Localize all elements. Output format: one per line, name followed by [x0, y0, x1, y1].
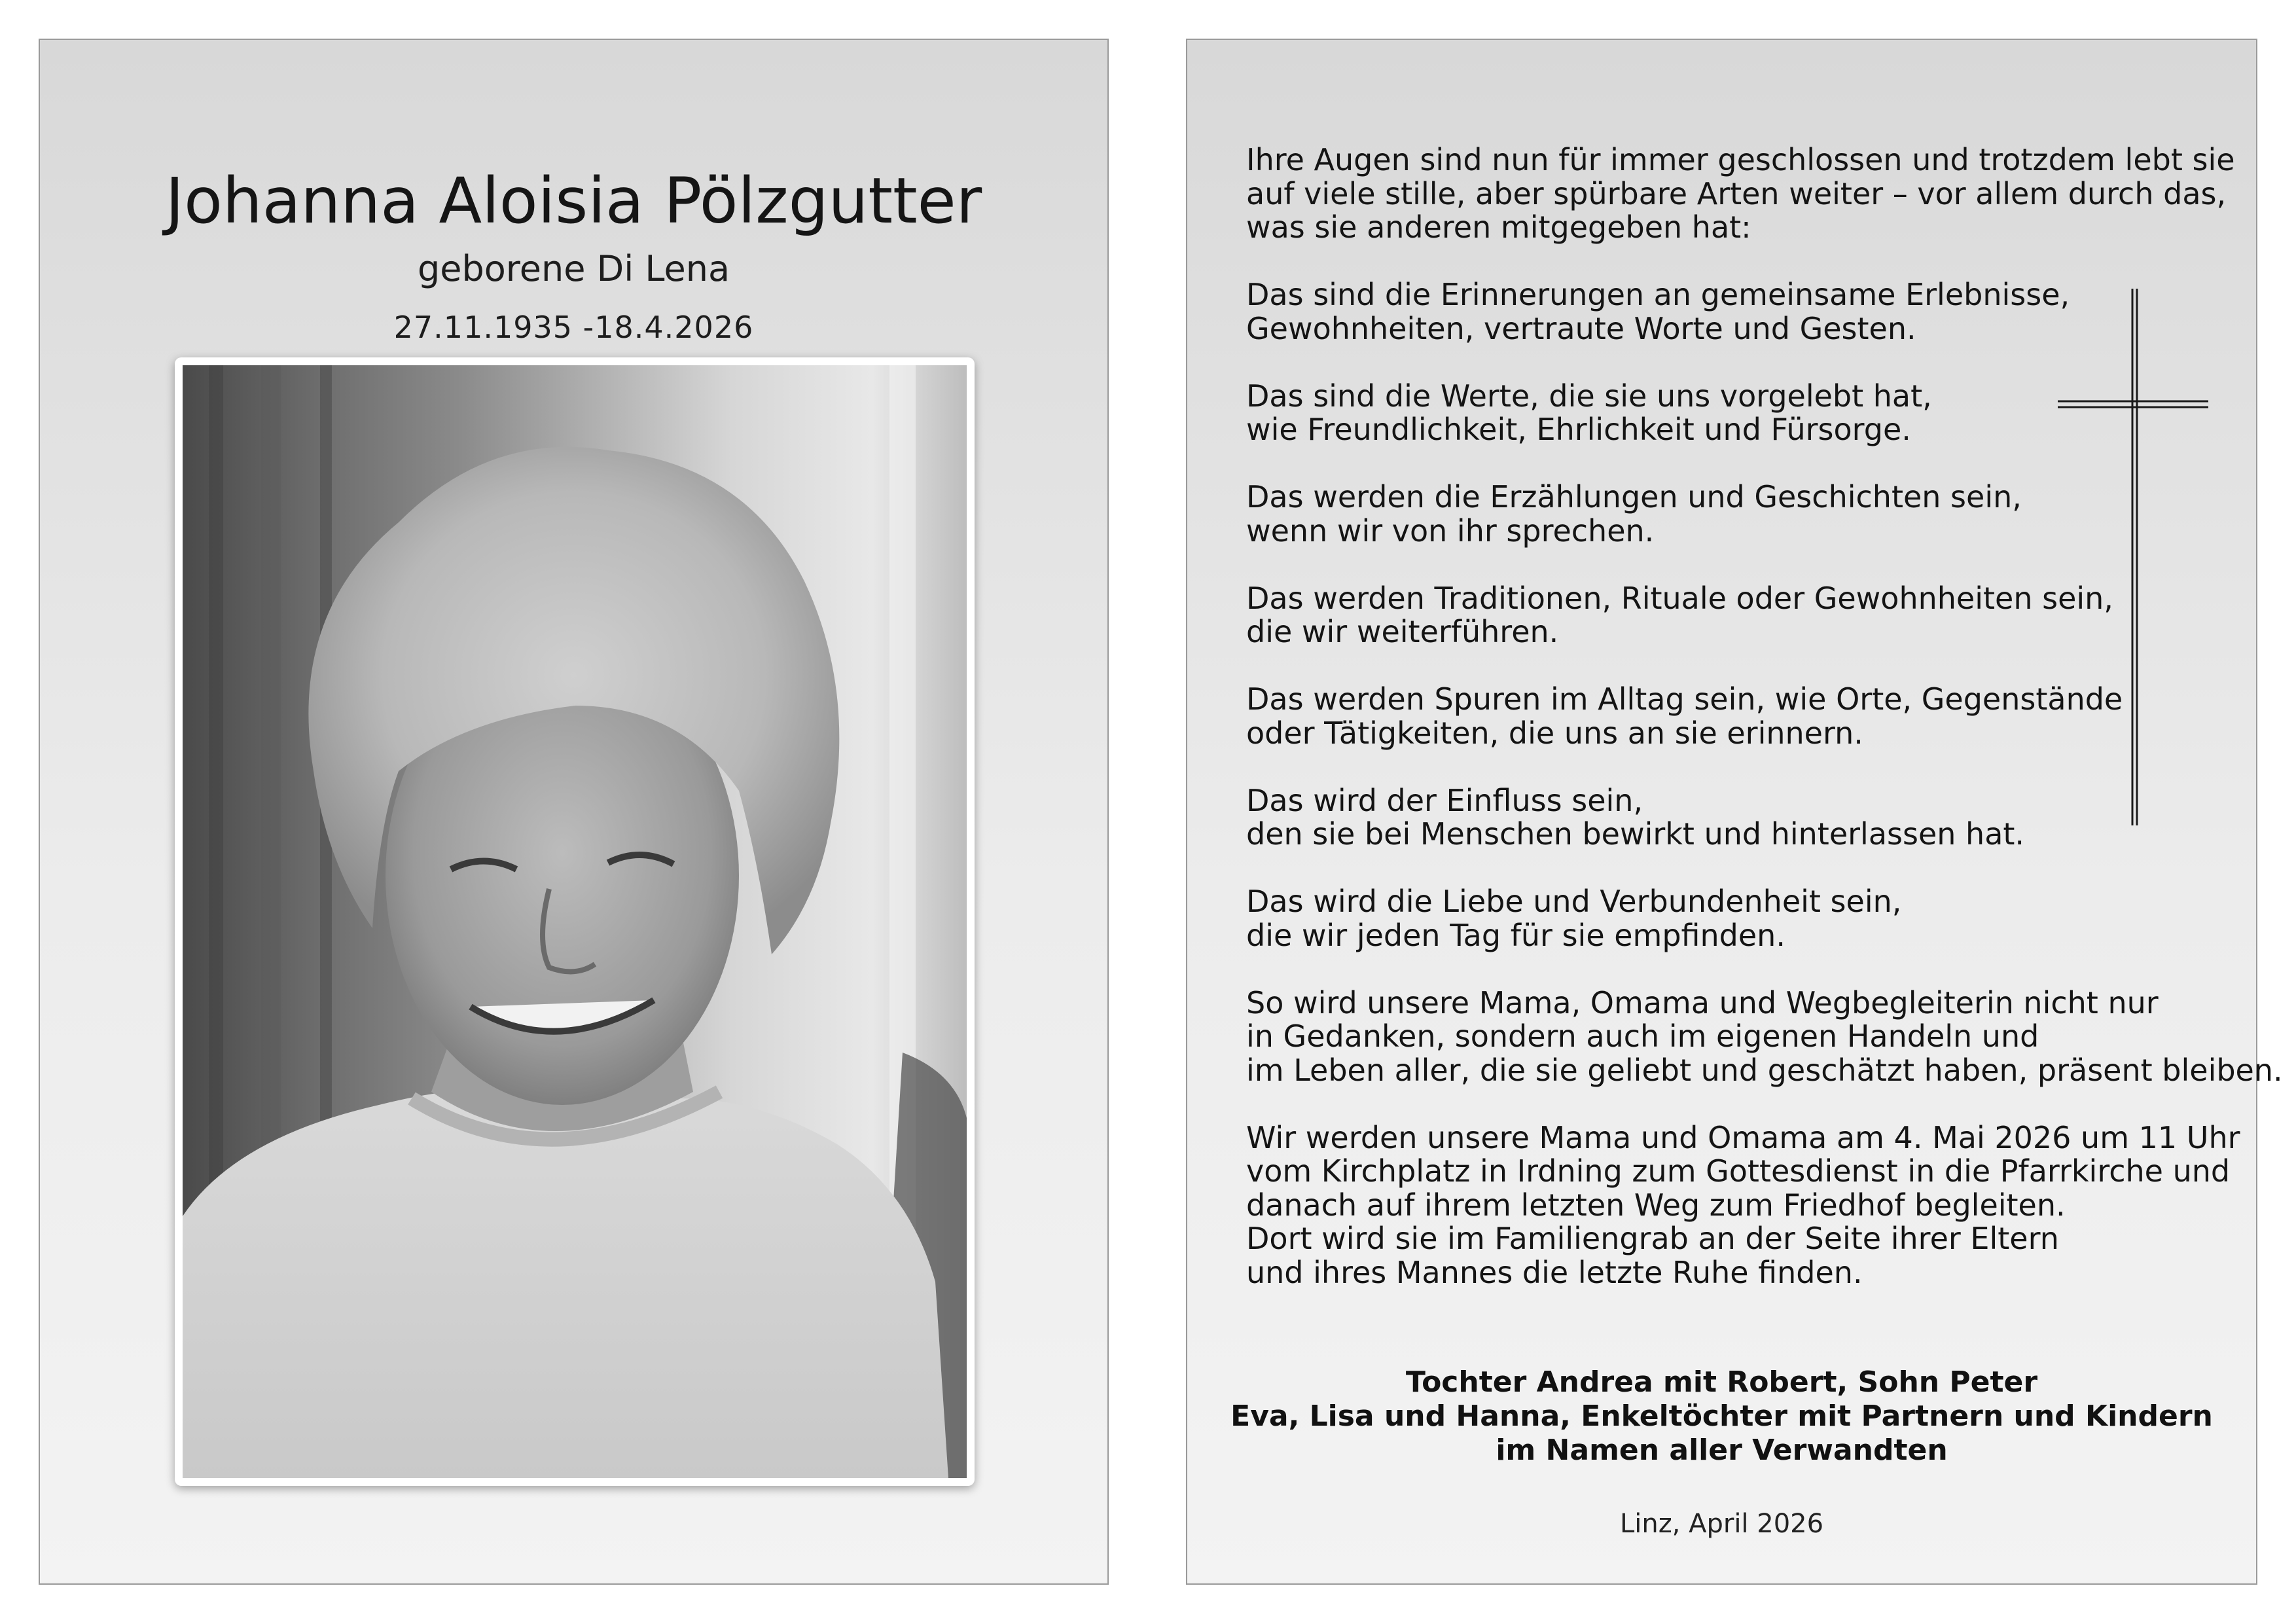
place-and-date: Linz, April 2026 [1619, 1509, 1824, 1539]
text-line: Das wird der Einfluss sein, [1246, 782, 1643, 818]
text-line: den sie bei Menschen bewirkt und hinterlassen hat. [1246, 816, 2025, 852]
front-card [39, 39, 1109, 1585]
back-card [1186, 39, 2283, 1585]
text-line: in Gedanken, sondern auch im eigenen Handeln und [1246, 1019, 2039, 1054]
portrait-photo [183, 365, 967, 1478]
portrait-frame [175, 357, 975, 1486]
text-line: oder Tätigkeiten, die uns an sie erinnern. [1246, 715, 1863, 751]
stanza [1246, 984, 2283, 1088]
text-line: vom Kirchplatz in Irdning zum Gottesdienst in die Pfarrkirche und [1246, 1153, 2231, 1189]
text-line: danach auf ihrem letzten Weg zum Friedhof begleiten. [1246, 1187, 2066, 1223]
text-line: Das wird die Liebe und Verbundenheit sein, [1246, 884, 1902, 919]
text-line: Wir werden unsere Mama und Omama am 4. Mai 2026 um 11 Uhr [1246, 1119, 2240, 1155]
text-line: Das sind die Werte, die sie uns vorgelebt hat, [1246, 378, 1932, 414]
stanza [1246, 142, 2235, 245]
text-line: So wird unsere Mama, Omama und Wegbegleiterin nicht nur [1246, 984, 2159, 1020]
text-line: was sie anderen mitgegeben hat: [1246, 209, 1751, 245]
text-line: die wir jeden Tag für sie empfinden. [1246, 917, 1785, 953]
text-line: Das sind die Erinnerungen an gemeinsame Erlebnisse, [1246, 277, 2070, 312]
text-line: Das werden Spuren im Alltag sein, wie Orte, Gegenstände [1246, 681, 2123, 717]
cross-icon [2058, 289, 2208, 825]
deceased-name: Johanna Aloisia Pölzgutter [165, 164, 982, 238]
signature-line: Tochter Andrea mit Robert, Sohn Peter [1405, 1365, 2038, 1399]
text-line: Das werden die Erzählungen und Geschichten sein, [1246, 479, 2022, 514]
text-line: und ihres Mannes die letzte Ruhe finden. [1246, 1254, 1863, 1290]
maiden-name: geborene Di Lena [417, 248, 730, 289]
text-line: wenn wir von ihr sprechen. [1246, 513, 1655, 549]
signature-line: Eva, Lisa und Hanna, Enkeltöchter mit Partnern und Kindern [1230, 1399, 2213, 1433]
text-line: im Leben aller, die sie geliebt und geschätzt haben, präsent bleiben. [1246, 1052, 2283, 1088]
text-line: Dort wird sie im Familiengrab an der Seite ihrer Eltern [1246, 1221, 2059, 1256]
text-line: Das werden Traditionen, Rituale oder Gewohnheiten sein, [1246, 580, 2113, 616]
text-line: die wir weiterführen. [1246, 614, 1559, 649]
stanza [1246, 1119, 2240, 1290]
stanza [1246, 885, 2215, 952]
life-dates: 27.11.1935 -18.4.2026 [393, 310, 754, 345]
text-line: Ihre Augen sind nun für immer geschlossen und trotzdem lebt sie [1246, 142, 2235, 177]
text-line: wie Freundlichkeit, Ehrlichkeit und Fürsorge. [1246, 412, 1911, 447]
signature-line: im Namen aller Verwandten [1496, 1434, 1948, 1467]
signature-block [1187, 1365, 2256, 1468]
text-line: Gewohnheiten, vertraute Worte und Gesten. [1246, 310, 1916, 346]
text-line: auf viele stille, aber spürbare Arten weiter – vor allem durch das, [1246, 175, 2227, 211]
